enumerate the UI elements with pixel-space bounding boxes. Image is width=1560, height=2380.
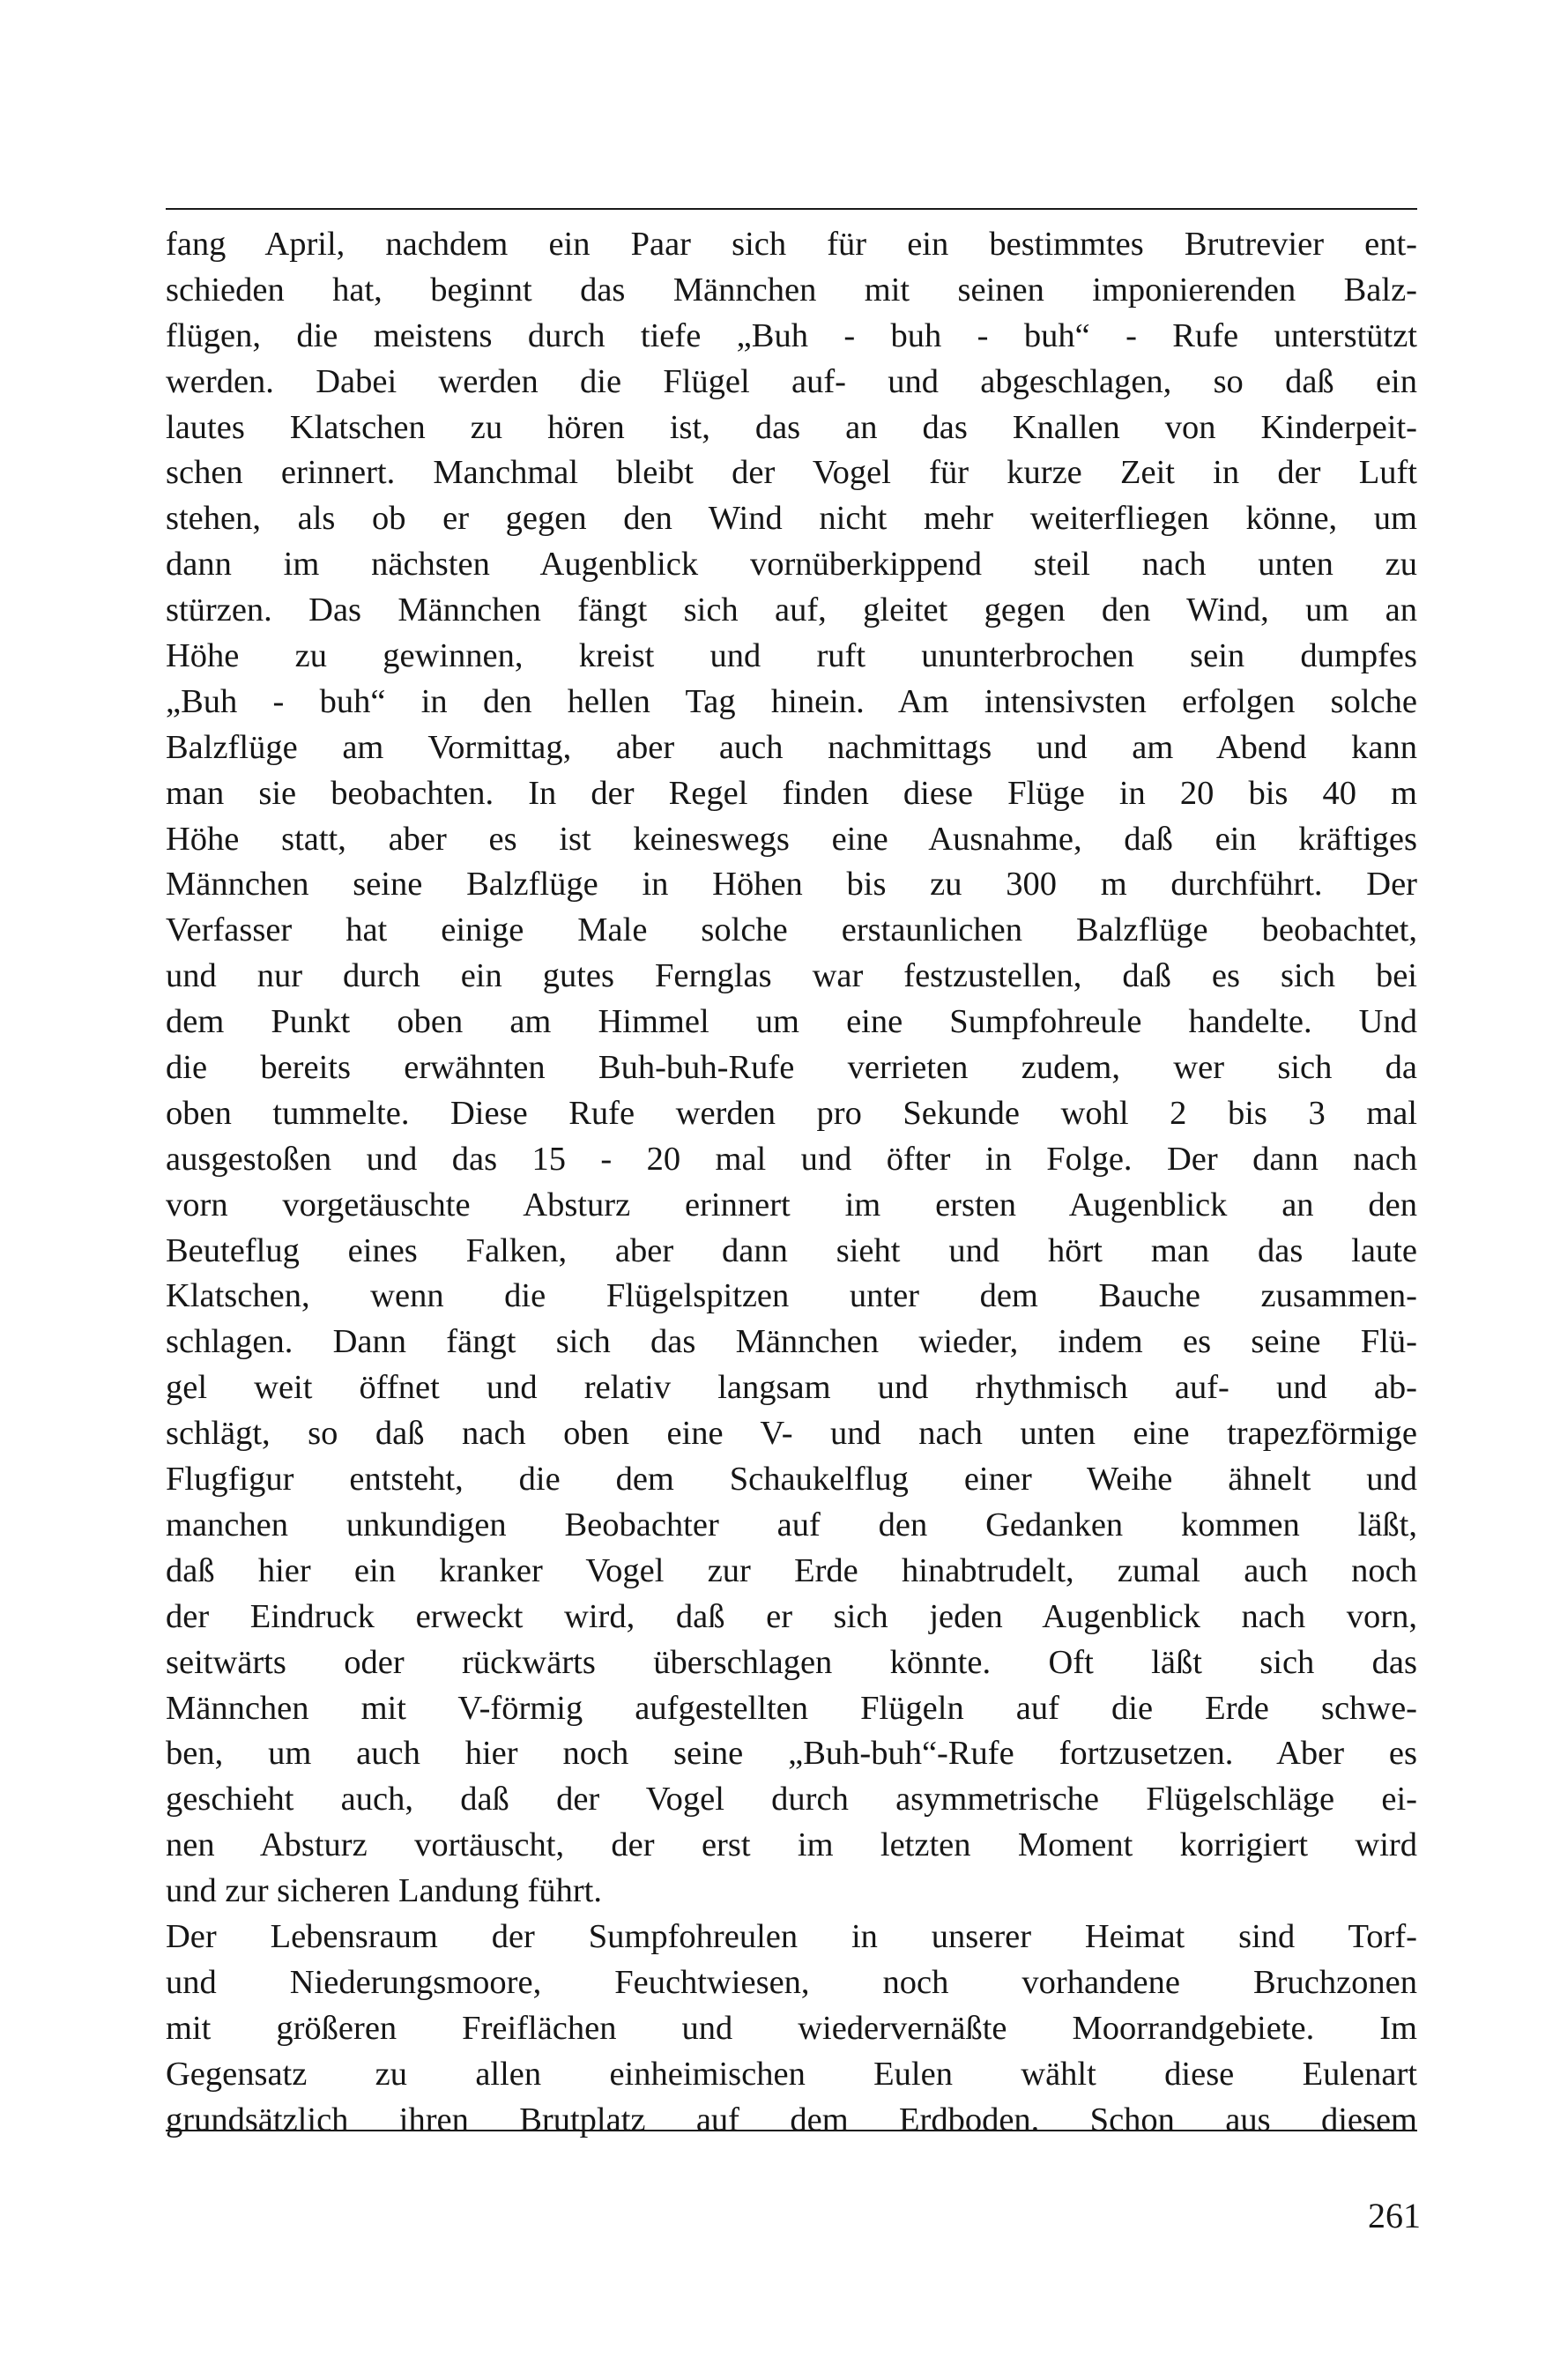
text-line: Höhe statt, aber es ist keineswegs eine Ausnahme, daß ein kräftiges [166,820,1417,858]
text-line: lautes Klatschen zu hören ist, das an das Knallen von Kinderpeit- [166,408,1417,446]
body-text [166,222,1417,2143]
text-line: man sie beobachten. In der Regel finden diese Flüge in 20 bis 40 m [166,774,1417,812]
text-line: Höhe zu gewinnen, kreist und ruft ununterbrochen sein dumpfes [166,637,1417,675]
text-line: flügen, die meistens durch tiefe „Buh - buh - buh“ - Rufe unterstützt [166,316,1417,354]
text-line: Der Lebensraum der Sumpfohreulen in unserer Heimat sind Torf- [166,1917,1417,1955]
text-line: fang April, nachdem ein Paar sich für ein bestimmtes Brutrevier ent- [166,226,1417,263]
text-line: schieden hat, beginnt das Männchen mit seinen imponierenden Balz- [166,271,1417,309]
text-line: Männchen seine Balzflüge in Höhen bis zu 300 m durchführt. Der [166,866,1417,904]
text-line: Beuteflug eines Falken, aber dann sieht und hört man das laute [166,1231,1417,1269]
text-line: schen erinnert. Manchmal bleibt der Vogel für kurze Zeit in der Luft [166,454,1417,492]
text-line: manchen unkundigen Beobachter auf den Gedanken kommen läßt, [166,1506,1417,1543]
text-line: oben tummelte. Diese Rufe werden pro Sekunde wohl 2 bis 3 mal [166,1094,1417,1132]
text-line: vorn vorgetäuschte Absturz erinnert im ersten Augenblick an den [166,1186,1417,1223]
text-line: der Eindruck erweckt wird, daß er sich jeden Augenblick nach vorn, [166,1597,1417,1635]
text-line: Klatschen, wenn die Flügelspitzen unter dem Bauche zusammen- [166,1277,1417,1315]
text-line: gel weit öffnet und relativ langsam und rhythmisch auf- und ab- [166,1369,1417,1407]
header-rule [166,208,1417,210]
text-line: nen Absturz vortäuscht, der erst im letzten Moment korrigiert wird [166,1826,1417,1864]
text-line: die bereits erwähnten Buh-buh-Rufe verrieten zudem, wer sich da [166,1049,1417,1087]
text-line: dem Punkt oben am Himmel um eine Sumpfohreule handelte. Und [166,1003,1417,1041]
text-line: seitwärts oder rückwärts überschlagen könnte. Oft läßt sich das [166,1643,1417,1681]
text-line: und zur sicheren Landung führt. [166,1872,602,1910]
text-line: stürzen. Das Männchen fängt sich auf, gleitet gegen den Wind, um an [166,591,1417,629]
text-line: werden. Dabei werden die Flügel auf- und abgeschlagen, so daß ein [166,362,1417,400]
text-line: geschieht auch, daß der Vogel durch asymmetrische Flügelschläge ei- [166,1781,1417,1818]
text-line: schlagen. Dann fängt sich das Männchen wieder, indem es seine Flü- [166,1323,1417,1361]
text-line: mit größeren Freiflächen und wiedervernäßte Moorrandgebiete. Im [166,2009,1417,2047]
text-line: und Niederungsmoore, Feuchtwiesen, noch vorhandene Bruchzonen [166,1963,1417,2001]
text-line: grundsätzlich ihren Brutplatz auf dem Erdboden. Schon aus diesem [166,2101,1417,2138]
page-number: 261 [1368,2196,1421,2235]
text-line: dann im nächsten Augenblick vornüberkippend steil nach unten zu [166,546,1417,584]
text-line: „Buh - buh“ in den hellen Tag hinein. Am intensivsten erfolgen solche [166,682,1417,720]
text-line: ben, um auch hier noch seine „Buh-buh“-Rufe fortzusetzen. Aber es [166,1735,1417,1773]
text-line: Gegensatz zu allen einheimischen Eulen wählt diese Eulenart [166,2055,1417,2093]
text-line: und nur durch ein gutes Fernglas war festzustellen, daß es sich bei [166,957,1417,995]
text-line: ausgestoßen und das 15 - 20 mal und öfter in Folge. Der dann nach [166,1140,1417,1178]
text-line: Flugfigur entsteht, die dem Schaukelflug einer Weihe ähnelt und [166,1461,1417,1499]
text-line: Balzflüge am Vormittag, aber auch nachmittags und am Abend kann [166,728,1417,766]
text-line: daß hier ein kranker Vogel zur Erde hinabtrudelt, zumal auch noch [166,1551,1417,1589]
footer-rule [166,2130,1417,2131]
text-line: stehen, als ob er gegen den Wind nicht mehr weiterfliegen könne, um [166,500,1417,538]
text-line: Verfasser hat einige Male solche erstaunlichen Balzflüge beobachtet, [166,911,1417,949]
text-line: Männchen mit V-förmig aufgestellten Flügeln auf die Erde schwe- [166,1689,1417,1727]
text-line: schlägt, so daß nach oben eine V- und nach unten eine trapezförmige [166,1415,1417,1453]
